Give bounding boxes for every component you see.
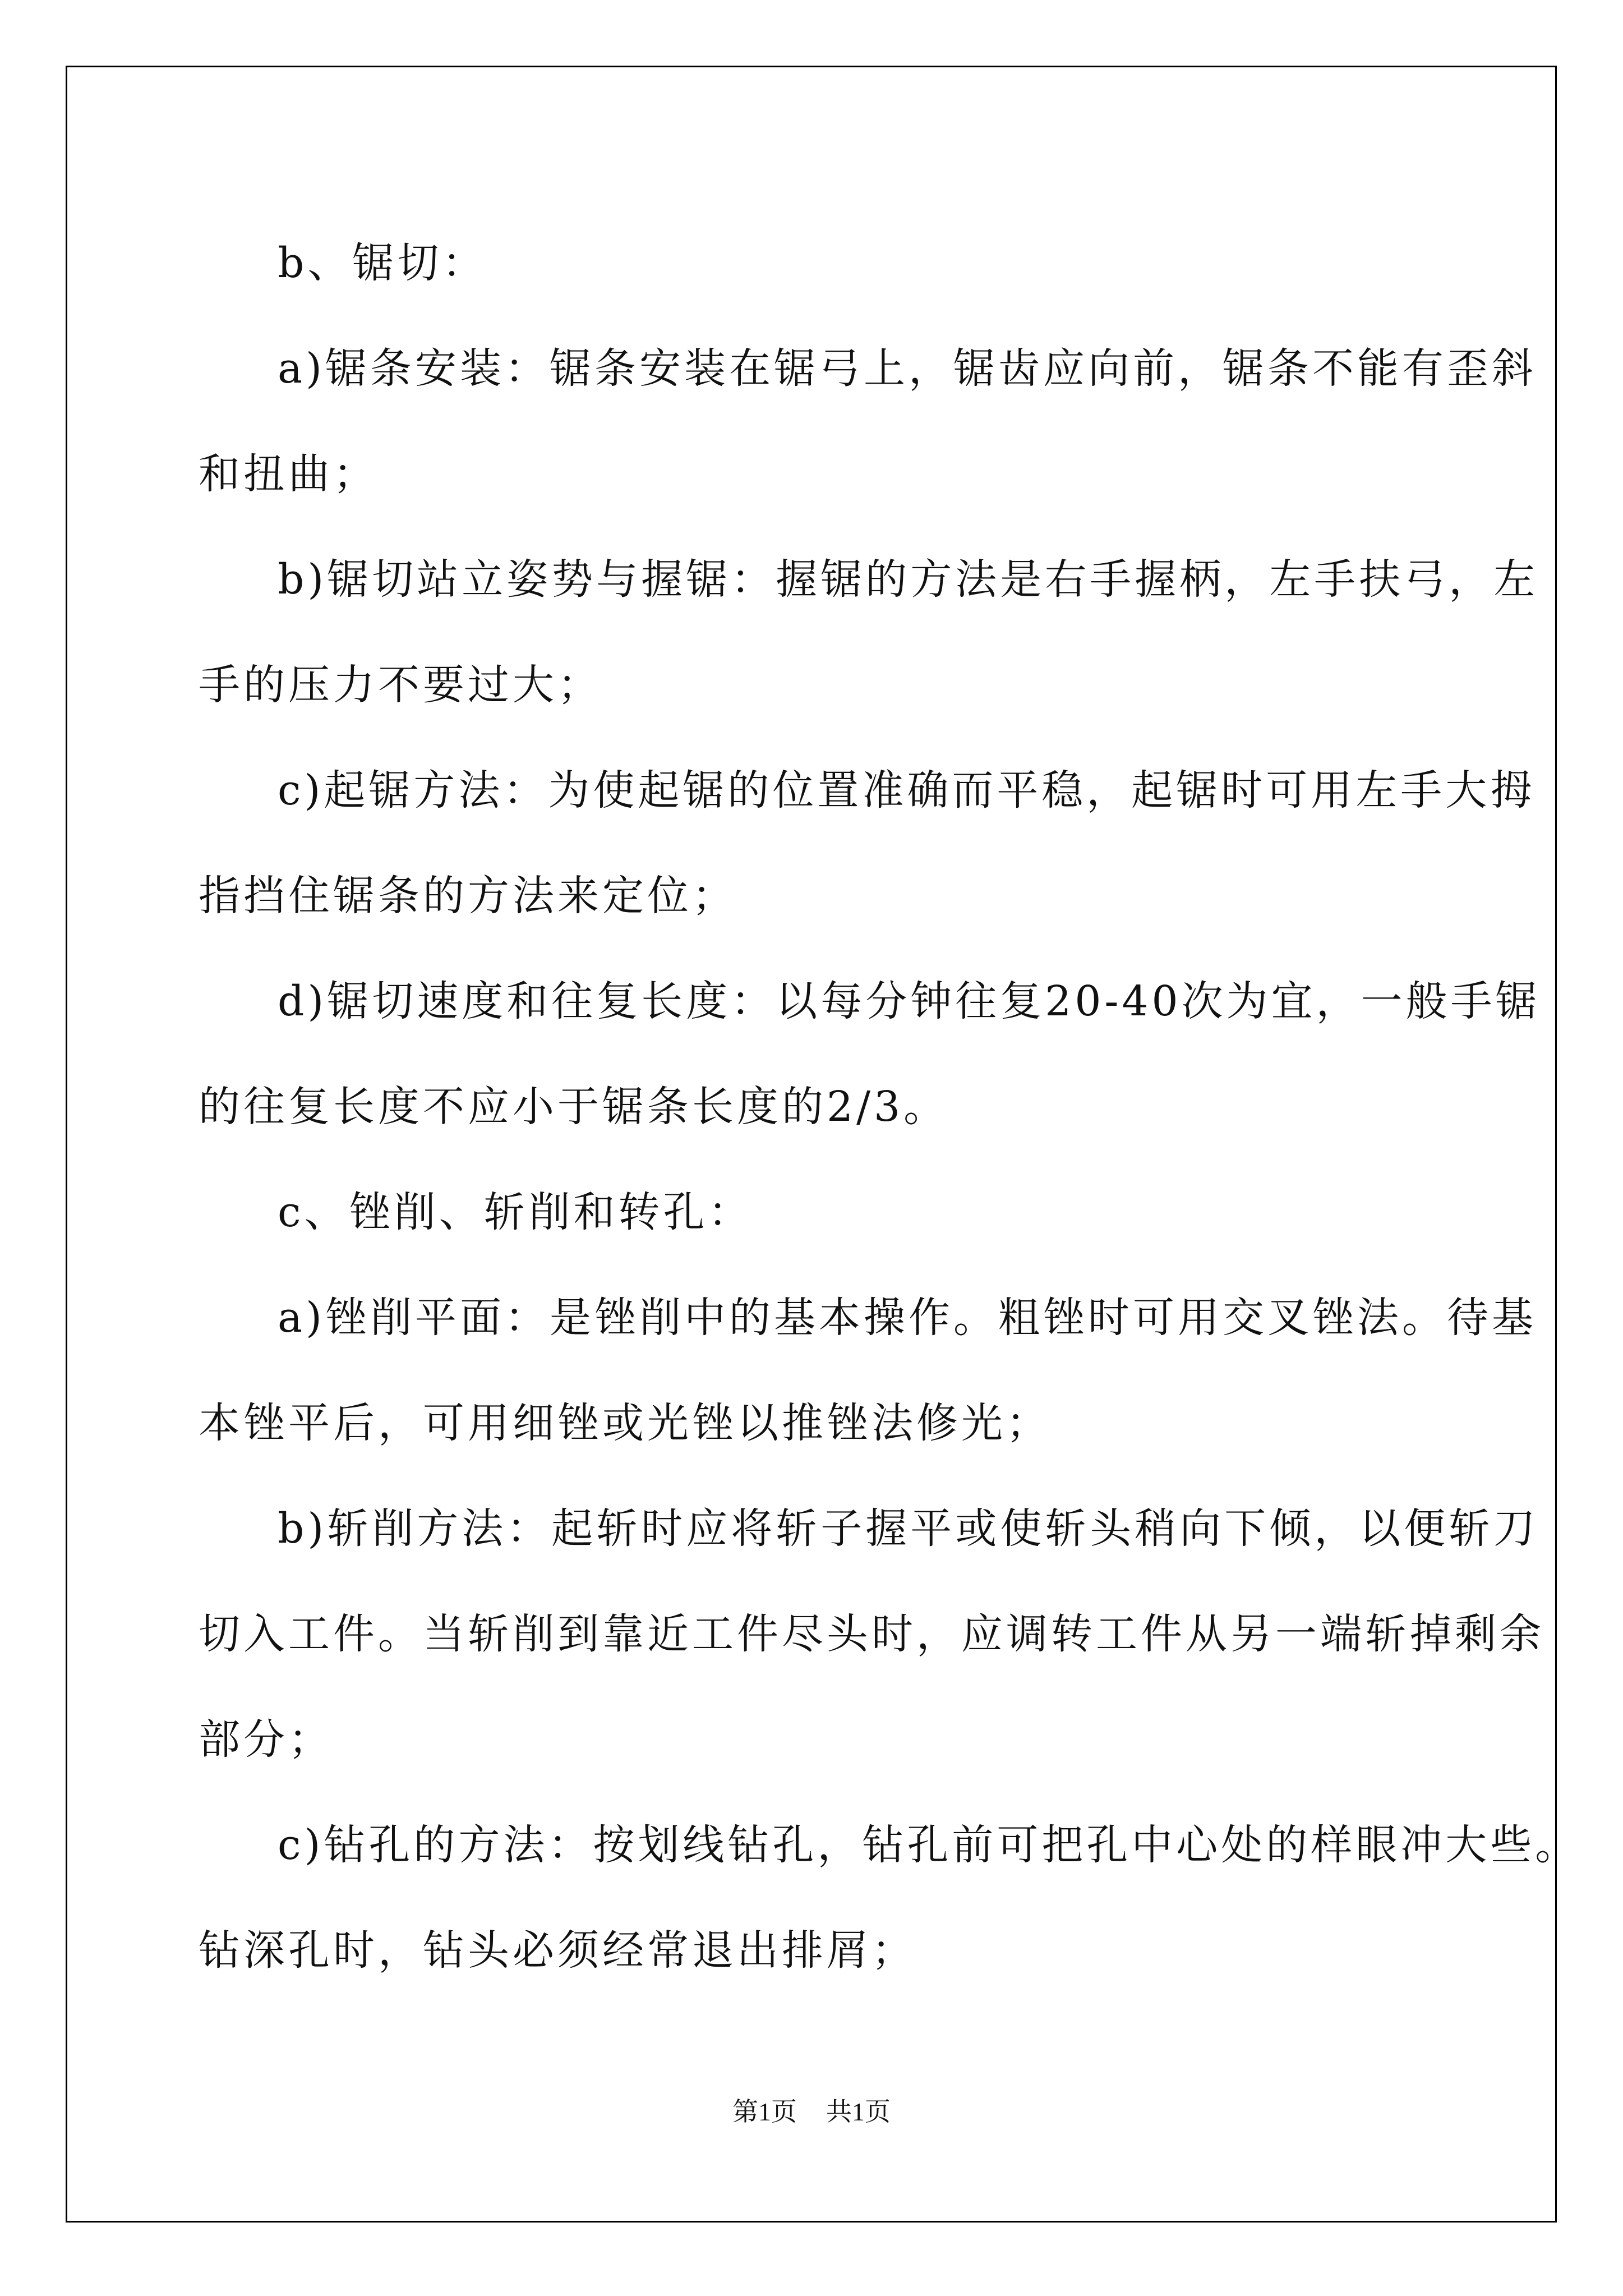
paragraph-line: 切入工件。当斩削到靠近工件尽头时，应调转工件从另一端斩掉剩余 — [199, 1610, 1544, 1658]
paragraph-line: b、锯切： — [278, 239, 487, 287]
paragraph-line: a)锯条安装：锯条安装在锯弓上，锯齿应向前，锯条不能有歪斜 — [278, 344, 1537, 393]
paragraph-line: 手的压力不要过大； — [199, 661, 602, 709]
paragraph-line: 和扭曲； — [199, 450, 378, 498]
paragraph-line: a)锉削平面：是锉削中的基本操作。粗锉时可用交叉锉法。待基 — [278, 1294, 1537, 1342]
paragraph-line: c)钻孔的方法：按划线钻孔，钻孔前可把孔中心处的样眼冲大些。 — [278, 1821, 1580, 1869]
paragraph-line: 本锉平后，可用细锉或光锉以推锉法修光； — [199, 1399, 1051, 1447]
page-total: 共1页 — [826, 2097, 891, 2126]
paragraph-line: b)斩削方法：起斩时应将斩子握平或使斩头稍向下倾，以便斩刀 — [278, 1504, 1539, 1553]
paragraph-line: c、锉削、斩削和转孔： — [278, 1188, 753, 1236]
paragraph-line: c)起锯方法：为使起锯的位置准确而平稳，起锯时可用左手大拇 — [278, 766, 1536, 815]
paragraph-line: d)锯切速度和往复长度：以每分钟往复20-40次为宜，一般手锯 — [278, 977, 1541, 1025]
paragraph-line: 部分； — [199, 1715, 333, 1764]
page-footer — [0, 2091, 1623, 2128]
page-number: 第1页 — [732, 2097, 797, 2126]
paragraph-line: 指挡住锯条的方法来定位； — [199, 872, 737, 920]
paragraph-line: 的往复长度不应小于锯条长度的2/3。 — [199, 1083, 949, 1131]
paragraph-line: 钻深孔时，钻头必须经常退出排屑； — [199, 1926, 916, 1975]
paragraph-line: b)锯切站立姿势与握锯：握锯的方法是右手握柄，左手扶弓，左 — [278, 555, 1539, 604]
